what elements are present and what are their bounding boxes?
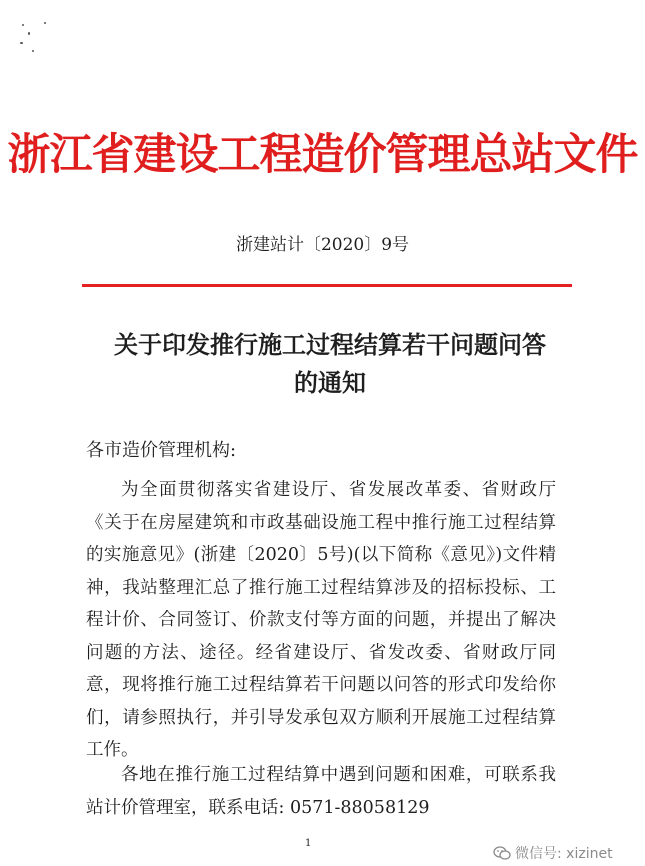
scan-specks: [14, 20, 64, 70]
watermark-text: 微信号: xizinet: [515, 846, 613, 862]
watermark: [493, 845, 613, 866]
wechat-icon: [493, 845, 511, 866]
masthead-title: 浙江省建设工程造价管理总站文件: [7, 130, 638, 180]
body-paragraph-1: 为全面贯彻落实省建设厅、省发展改革委、省财政厅《关于在房屋建筑和市政基础设施工程中推行施工过程结算的实施意见》(浙建〔2020〕5号)(以下简称《意见》)文件精神，我站整理汇总了推行施工过程结算涉及的招标投标、工程计价、合同签订、价款支付等方面的问题，并提出了解决问题的方法、途径。经省建设厅、省发改委、省财政厅同意，现将推行施工过程结算若干问题以问答的形式印发给你们，请参照执行，并引导发承包双方顺利开展施工过程结算工作。: [86, 480, 556, 760]
document-number: 浙建站计〔2020〕9号: [235, 235, 410, 255]
red-divider: [82, 284, 572, 287]
body-paragraph-2: 各地在推行施工过程结算中遇到问题和困难，可联系我站计价管理室，联系电话: 0571-88058129: [86, 765, 556, 818]
title-line-2: 的通知: [294, 368, 366, 397]
notice-title: [60, 326, 600, 402]
page-number: 1: [305, 838, 312, 849]
title-line-1: 关于印发推行施工过程结算若干问题问答: [114, 330, 546, 359]
salutation: 各市造价管理机构:: [86, 440, 237, 461]
